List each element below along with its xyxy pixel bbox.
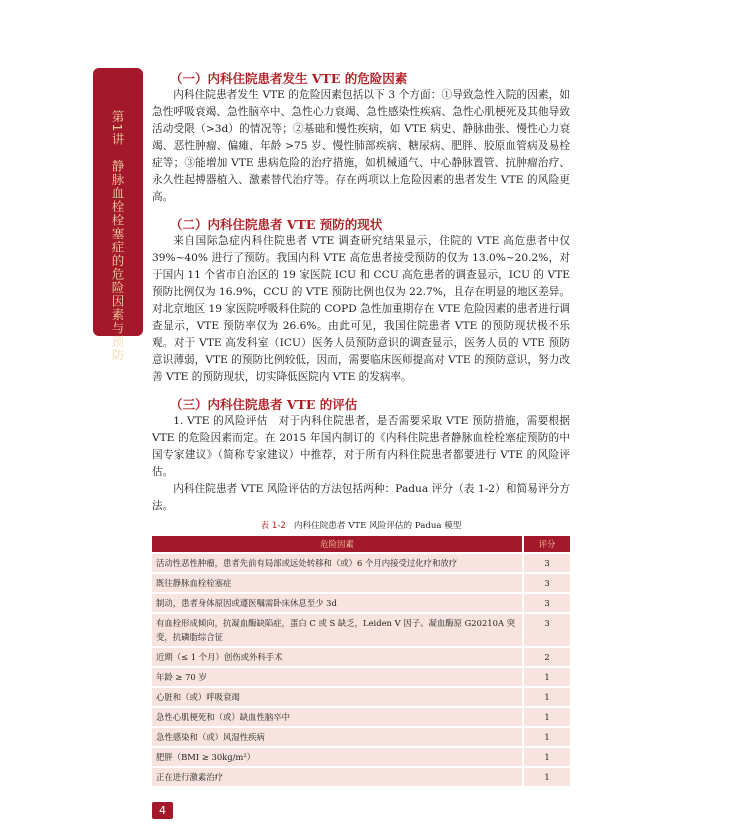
table-row (152, 668, 570, 686)
table-row (152, 688, 570, 706)
score-cell: 1 (522, 728, 570, 746)
padua-table (152, 534, 570, 788)
table-caption-number: 表 1-2 (260, 521, 286, 531)
section-heading: （二）内科住院患者 VTE 预防的现状 (170, 217, 383, 232)
score-cell: 1 (522, 668, 570, 686)
risk-factor-cell: 近期（≤ 1 个月）创伤或外科手术 (152, 648, 522, 666)
risk-factor-cell: 年龄 ≥ 70 岁 (152, 668, 522, 686)
page-number: 4 (152, 802, 173, 819)
risk-factor-cell: 既往静脉血栓栓塞症 (152, 574, 522, 592)
risk-factor-cell: 制动，患者身体原因或遵医嘱需卧床休息至少 3d (152, 594, 522, 612)
table-row (152, 708, 570, 726)
risk-factor-cell: 急性感染和（或）风湿性疾病 (152, 728, 522, 746)
paragraph: 内科住院患者发生 VTE 的危险因素包括以下 3 个方面：①导致急性入院的因素，如急性呼吸衰竭、急性脑卒中、急性心力衰竭、急性感染性疾病、急性心肌梗死及其他导致活动受限（>3d）的情况等；②基础和慢性疾病，如 VTE 病史、静脉曲张、慢性心力衰竭、恶性肿瘤、偏瘫、年龄 >75 岁、慢性肺部疾病、糖尿病、肥胖、胶原血管病及易栓症等；③能增加 VTE 患病危险的治疗措施，如机械通气、中心静脉置管、抗肿瘤治疗、永久性起搏器植入、激素替代治疗等。存在两项以上危险因素的患者发生 VTE 的风险更高。 (152, 89, 570, 203)
score-cell: 2 (522, 648, 570, 666)
paragraph: 1. VTE 的风险评估 对于内科住院患者，是否需要采取 VTE 预防措施，需要根据 VTE 的危险因素而定。在 2015 年国内制订的《内科住院患者静脉血栓栓塞症预防的中国专家建议》（简称专家建议）中推荐，对于所有内科住院患者都要进行 VTE 的风险评估。 (152, 415, 570, 478)
table-row (152, 748, 570, 766)
score-cell: 3 (522, 554, 570, 572)
score-cell: 3 (522, 594, 570, 612)
table-header-row (152, 536, 570, 552)
header-risk-factor: 危险因素 (152, 536, 522, 552)
score-cell: 1 (522, 748, 570, 766)
paragraph: 来自国际急症内科住院患者 VTE 调查研究结果显示，住院的 VTE 高危患者中仅 39%~40% 进行了预防。我国内科 VTE 高危患者接受预防的仅为 13.0%~20.2%，对于国内 11 个省市自治区的 19 家医院 ICU 和 CCU 高危患者的调查显示，ICU 的 VTE 预防比例仅为 16.9%，CCU 的 VTE 预防比例也仅为 22.7%，且存在明显的地区差异。对北京地区 19 家医院呼吸科住院的 COPD 急性加重期存在 VTE 危险因素的患者进行调查显示，VTE 预防率仅为 26.6%。由此可见，我国住院患者 VTE 的预防现状极不乐观。对于 VTE 高发科室（ICU）医务人员预防意识的调查显示，医务人员的 VTE 预防意识薄弱，VTE 的预防比例较低，因而，需要临床医师提高对 VTE 的预防意识，努力改善 VTE 的预防现状，切实降低医院内 VTE 的发病率。 (152, 235, 570, 383)
risk-factor-cell: 心脏和（或）呼吸衰竭 (152, 688, 522, 706)
section-heading: （三）内科住院患者 VTE 的评估 (170, 397, 358, 412)
table-row (152, 728, 570, 746)
risk-factor-cell: 正在进行激素治疗 (152, 768, 522, 786)
table-row (152, 648, 570, 666)
paragraph: 内科住院患者 VTE 风险评估的方法包括两种：Padua 评分（表 1-2）和简易评分方法。 (152, 483, 570, 512)
table-row (152, 554, 570, 572)
risk-factor-cell: 急性心肌梗死和（或）缺血性脑卒中 (152, 708, 522, 726)
risk-factor-cell: 肥胖（BMI ≥ 30kg/m²） (152, 748, 522, 766)
header-score: 评分 (522, 536, 570, 552)
main-column (152, 0, 570, 839)
table-caption-text: 内科住院患者 VTE 风险评估的 Padua 模型 (293, 521, 462, 531)
table-row (152, 614, 570, 646)
risk-factor-cell: 有血栓形成倾向，抗凝血酶缺陷症，蛋白 C 或 S 缺乏，Leiden V 因子、凝血酶原 G20210A 突变，抗磷脂综合征 (152, 614, 522, 646)
score-cell: 1 (522, 708, 570, 726)
table-row (152, 574, 570, 592)
score-cell: 3 (522, 614, 570, 646)
score-cell: 1 (522, 768, 570, 786)
table-row (152, 768, 570, 786)
score-cell: 1 (522, 688, 570, 706)
section-assessment (152, 396, 570, 788)
section-risk-factors (152, 70, 570, 206)
table-caption (152, 519, 570, 534)
section-prevention-status (152, 216, 570, 386)
risk-factor-cell: 活动性恶性肿瘤，患者先前有局部或远处转移和（或）6 个月内接受过化疗和放疗 (152, 554, 522, 572)
score-cell: 3 (522, 574, 570, 592)
section-heading: （一）内科住院患者发生 VTE 的危险因素 (170, 71, 408, 86)
table-row (152, 594, 570, 612)
chapter-title-vertical: 第1讲 静脉血栓栓塞症的危险因素与预防 (110, 110, 125, 362)
